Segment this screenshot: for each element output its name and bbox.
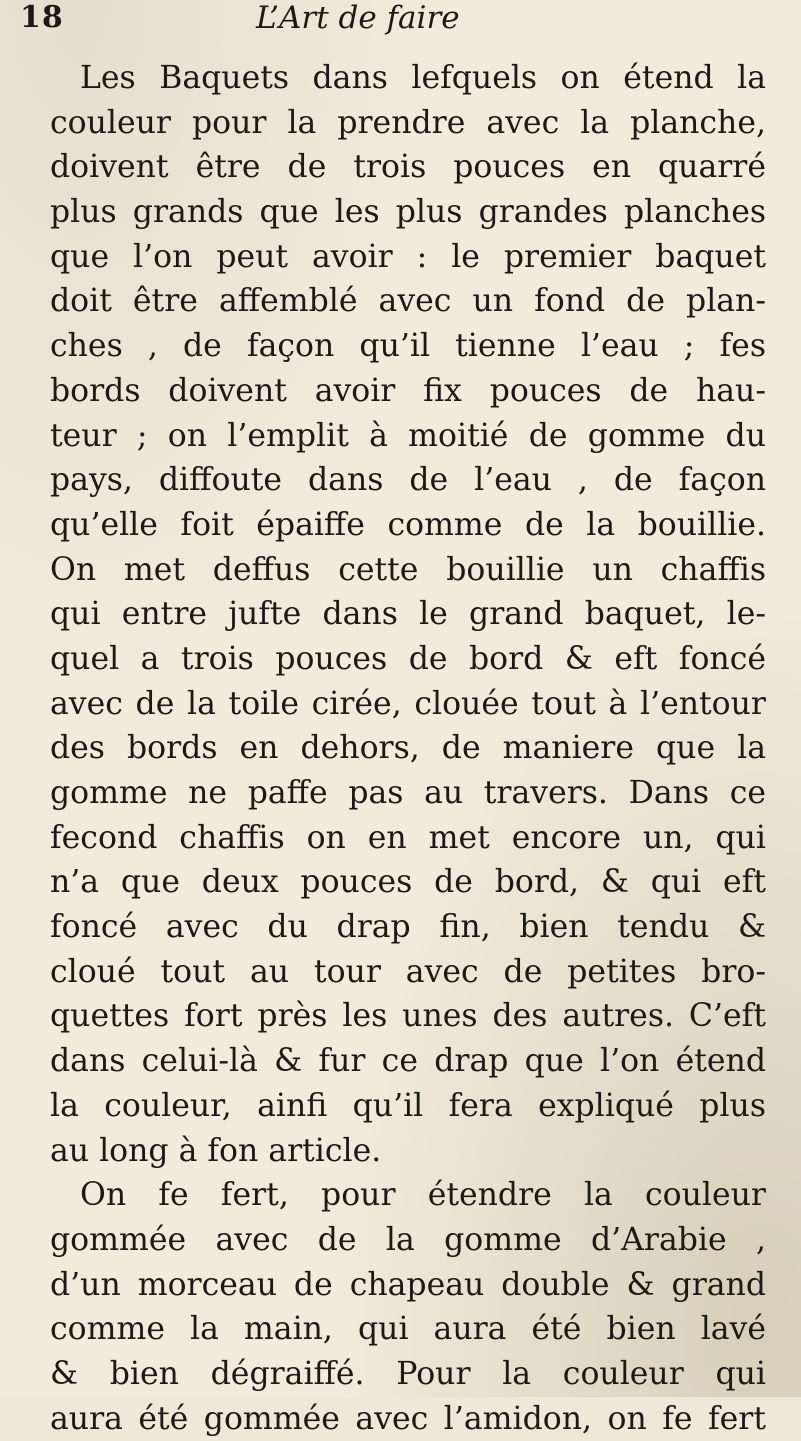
text-line: gommée avec de la gomme d’Arabie , — [50, 1221, 766, 1258]
text-line: couleur pour la prendre avec la planche, — [50, 104, 766, 141]
text-line: foncé avec du drap fin, bien tendu & — [50, 909, 766, 946]
text-line: plus grands que les plus grandes planches — [50, 194, 766, 231]
text-line: bords doivent avoir fix pouces de hau- — [50, 372, 766, 409]
text-line: ches , de façon qu’il tienne l’eau ; fes — [50, 328, 766, 365]
text-line: au long à fon article. — [50, 1132, 382, 1169]
text-line: quettes fort près les unes des autres. C’eft — [50, 998, 766, 1035]
text-line: gomme ne paffe pas au travers. Dans ce — [50, 775, 766, 811]
text-line: fecond chaffis on en met encore un, qui — [50, 819, 766, 856]
page-number: 18 — [20, 0, 64, 35]
text-line: qu’elle foit épaiffe comme de la bouillie. — [50, 506, 766, 543]
text-line: dans celui-là & fur ce drap que l’on étend — [50, 1043, 766, 1080]
page-header — [20, 0, 770, 46]
text-line: On met deffus cette bouillie un chaffis — [50, 551, 766, 588]
text-line: comme la main, qui aura été bien lavé — [50, 1311, 766, 1348]
body-text — [50, 56, 766, 1441]
text-line: & bien dégraiffé. Pour la couleur qui — [50, 1355, 766, 1392]
text-line: Les Baquets dans lefquels on étend la — [80, 60, 766, 96]
text-line: que l’on peut avoir : le premier baquet — [50, 238, 766, 275]
text-line: avec de la toile cirée, clouée tout à l’entour — [50, 685, 766, 722]
text-line: pays, diffoute dans de l’eau , de façon — [50, 462, 766, 499]
text-line: n’a que deux pouces de bord, & qui eft — [50, 864, 766, 901]
text-line: la couleur, ainfi qu’il fera expliqué plus — [50, 1087, 766, 1124]
running-title: L’Art de faire — [256, 0, 460, 36]
text-line: teur ; on l’emplit à moitié de gomme du — [50, 417, 766, 454]
text-line: doit être affemblé avec un fond de plan- — [50, 283, 766, 320]
text-line: On fe fert, pour étendre la couleur — [80, 1177, 766, 1214]
text-line: doivent être de trois pouces en quarré — [50, 149, 766, 186]
text-line: cloué tout au tour avec de petites bro- — [50, 953, 766, 990]
text-line: quel a trois pouces de bord & eft foncé — [50, 640, 766, 677]
text-line: qui entre jufte dans le grand baquet, le- — [50, 596, 766, 633]
text-line: d’un morceau de chapeau double & grand — [50, 1266, 766, 1303]
text-line: des bords en dehors, de maniere que la — [50, 730, 766, 767]
text-line: aura été gommée avec l’amidon, on fe fert — [50, 1400, 766, 1437]
